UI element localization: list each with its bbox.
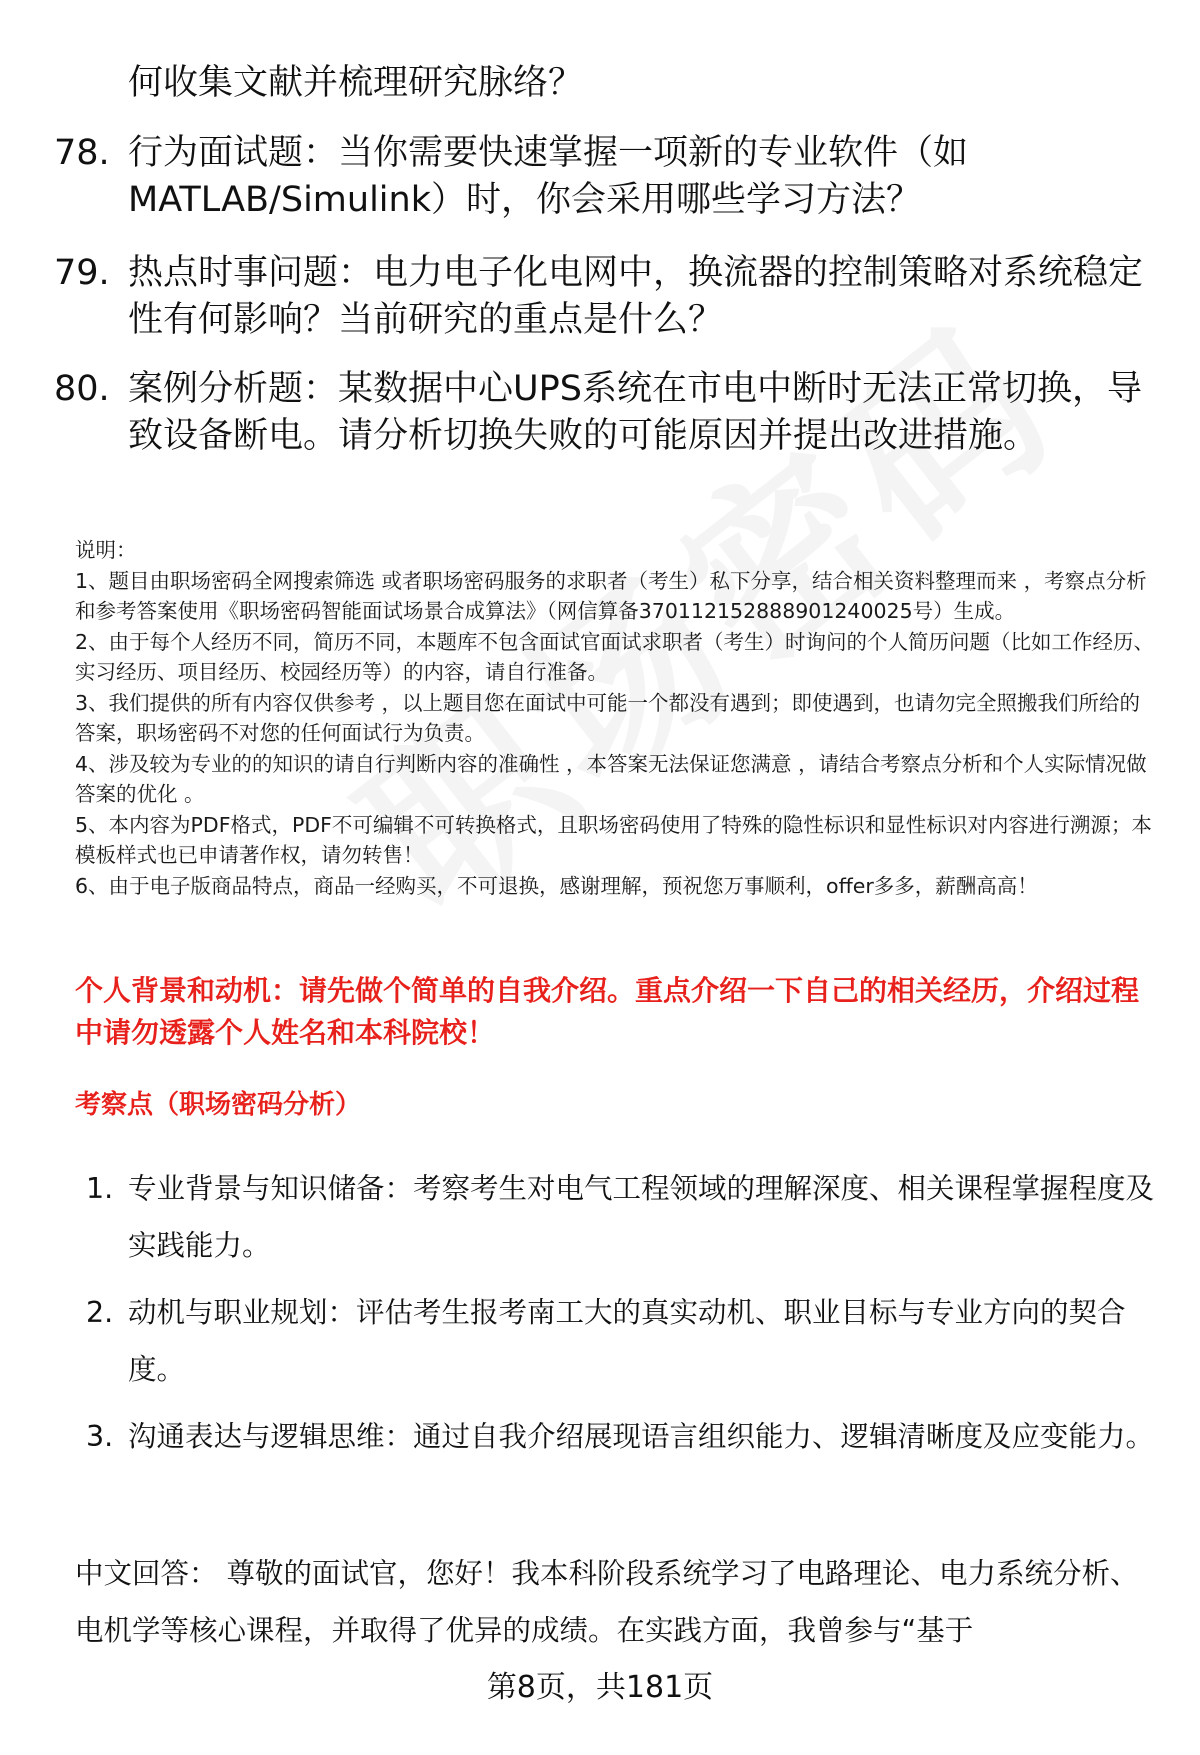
notes-section <box>75 535 1160 901</box>
question-continuation: 何收集文献并梳理研究脉络？ <box>128 63 584 103</box>
point-number: 3. <box>86 1420 114 1453</box>
highlight-question: 个人背景和动机：请先做个简单的自我介绍。重点介绍一下自己的相关经历，介绍过程中请勿透露个人姓名和本科院校！ <box>75 974 1140 1049</box>
question-text: 热点时事问题：电力电子化电网中，换流器的控制策略对系统稳定性有何影响？当前研究的重点是什么？ <box>128 253 1144 340</box>
note-item: 4、涉及较为专业的的知识的请自行判断内容的准确性 ，本答案无法保证您满意 ，请结合考察点分析和个人实际情况做答案的优化 。 <box>75 751 1147 806</box>
note-item: 3、我们提供的所有内容仅供参考 ，以上题目您在面试中可能一个都没有遇到；即使遇到，也请勿完全照搬我们所给的答案，职场密码不对您的任何面试行为负责。 <box>75 690 1141 745</box>
note-item: 5、本内容为PDF格式，PDF不可编辑不可转换格式，且职场密码使用了特殊的隐性标识和显性标识对内容进行溯源；本模板样式也已申请著作权，请勿转售！ <box>75 812 1152 867</box>
answer-text: 中文回答： 尊敬的面试官，您好！我本科阶段系统学习了电路理论、电力系统分析、电机学等核心课程，并取得了优异的成绩。在实践方面，我曾参与“基于 <box>75 1557 1139 1647</box>
note-item: 1、题目由职场密码全网搜索筛选 或者职场密码服务的求职者（考生）私下分享，结合相关资料整理而来 ，考察点分析和参考答案使用《职场密码智能面试场景合成算法》（网信算备370112152888901240025号）生成。 <box>75 568 1147 623</box>
analysis-title: 考察点（职场密码分析） <box>75 1090 362 1120</box>
question-number: 78. <box>54 133 110 173</box>
analysis-point <box>86 1408 1166 1465</box>
question-number: 80. <box>54 369 110 409</box>
note-item: 6、由于电子版商品特点，商品一经购买，不可退换，感谢理解，预祝您万事顺利，offer多多，薪酬高高！ <box>75 873 1038 898</box>
analysis-point <box>86 1284 1166 1398</box>
analysis-points <box>86 1160 1166 1475</box>
point-number: 2. <box>86 1296 114 1329</box>
question-79 <box>54 250 1164 344</box>
question-text: 行为面试题：当你需要快速掌握一项新的专业软件（如MATLAB/Simulink）时，你会采用哪些学习方法？ <box>128 133 969 220</box>
point-number: 1. <box>86 1172 114 1205</box>
point-text: 动机与职业规划：评估考生报考南工大的真实动机、职业目标与专业方向的契合度。 <box>128 1296 1126 1386</box>
page-footer: 第8页，共181页 <box>486 1670 714 1705</box>
question-number: 79. <box>54 253 110 293</box>
note-item: 2、由于每个人经历不同，简历不同，本题库不包含面试官面试求职者（考生）时询问的个人简历问题（比如工作经历、实习经历、项目经历、校园经历等）的内容，请自行准备。 <box>75 629 1155 684</box>
question-text: 案例分析题：某数据中心UPS系统在市电中断时无法正常切换，导致设备断电。请分析切换失败的可能原因并提出改进措施。 <box>128 369 1142 456</box>
point-text: 沟通表达与逻辑思维：通过自我介绍展现语言组织能力、逻辑清晰度及应变能力。 <box>128 1420 1155 1453</box>
question-78 <box>54 130 1164 224</box>
question-80 <box>54 366 1164 460</box>
point-text: 专业背景与知识储备：考察考生对电气工程领域的理解深度、相关课程掌握程度及实践能力。 <box>128 1172 1155 1262</box>
notes-title: 说明： <box>75 538 137 562</box>
analysis-point <box>86 1160 1166 1274</box>
